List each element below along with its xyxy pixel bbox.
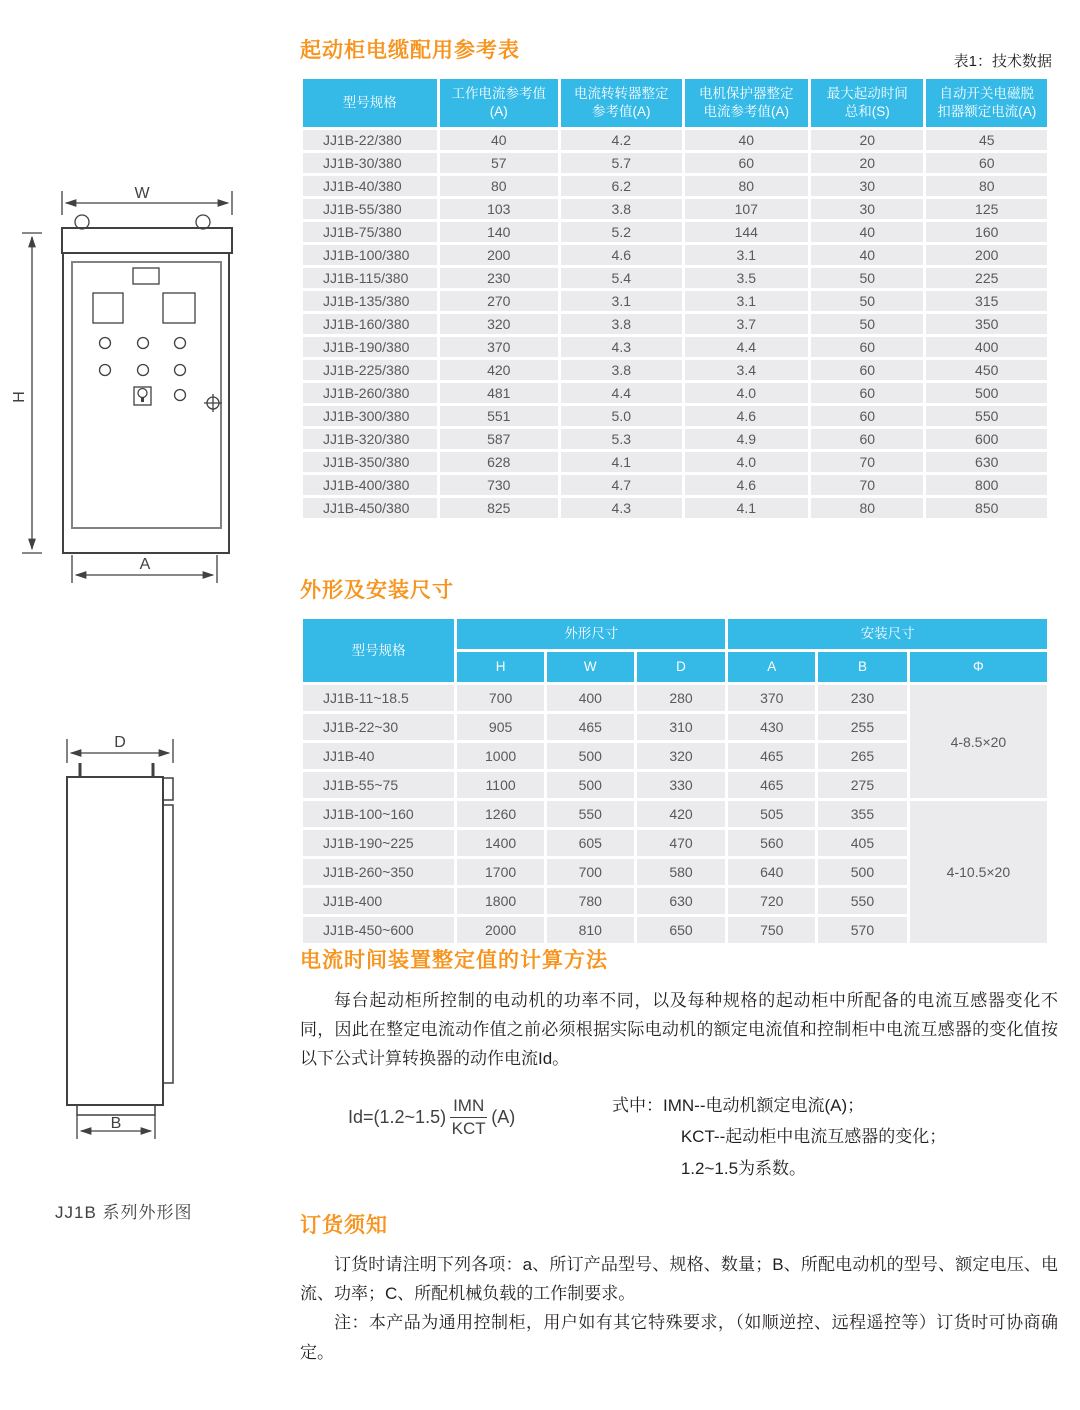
dimension-table-title: 外形及安装尺寸 bbox=[300, 579, 454, 602]
model-cell: JJ1B-260~350 bbox=[303, 859, 454, 885]
value-cell: 230 bbox=[818, 685, 907, 711]
value-cell: 320 bbox=[440, 314, 558, 334]
value-cell: 80 bbox=[685, 176, 809, 196]
value-cell: 3.4 bbox=[685, 360, 809, 380]
value-cell: 1700 bbox=[457, 859, 544, 885]
value-cell: 4.2 bbox=[561, 130, 681, 150]
formula-notes bbox=[612, 1090, 946, 1184]
value-cell: 4.0 bbox=[685, 452, 809, 472]
value-cell: 4.1 bbox=[561, 452, 681, 472]
value-cell: 103 bbox=[440, 199, 558, 219]
value-cell: 140 bbox=[440, 222, 558, 242]
table-row bbox=[303, 130, 1047, 150]
dimension-table-body bbox=[303, 685, 1047, 943]
dim-subheader-d: D bbox=[637, 652, 726, 682]
setting-current-formula bbox=[348, 1096, 515, 1139]
value-cell: 310 bbox=[637, 714, 726, 740]
value-cell: 40 bbox=[685, 130, 809, 150]
table-row bbox=[303, 291, 1047, 311]
value-cell: 4.4 bbox=[561, 383, 681, 403]
model-cell: JJ1B-160/380 bbox=[303, 314, 437, 334]
value-cell: 280 bbox=[637, 685, 726, 711]
value-cell: 4.3 bbox=[561, 498, 681, 518]
model-cell: JJ1B-100/380 bbox=[303, 245, 437, 265]
value-cell: 551 bbox=[440, 406, 558, 426]
value-cell: 500 bbox=[547, 772, 634, 798]
model-cell: JJ1B-400 bbox=[303, 888, 454, 914]
dim-header-install: 安装尺寸 bbox=[728, 619, 1047, 649]
model-cell: JJ1B-350/380 bbox=[303, 452, 437, 472]
table-row bbox=[303, 406, 1047, 426]
dim-subheader-a: A bbox=[728, 652, 815, 682]
value-cell: 50 bbox=[811, 314, 923, 334]
dim-label-d: D bbox=[114, 734, 126, 751]
value-cell: 1000 bbox=[457, 743, 544, 769]
table1-corner-label: 表1：技术数据 bbox=[953, 53, 1052, 70]
model-cell: JJ1B-11~18.5 bbox=[303, 685, 454, 711]
model-cell: JJ1B-55/380 bbox=[303, 199, 437, 219]
value-cell: 825 bbox=[440, 498, 558, 518]
value-cell: 50 bbox=[811, 268, 923, 288]
value-cell: 3.1 bbox=[561, 291, 681, 311]
value-cell: 810 bbox=[547, 917, 634, 943]
cable-header-col5: 自动开关电磁脱 扣器额定电流(A) bbox=[926, 79, 1047, 127]
value-cell: 160 bbox=[926, 222, 1047, 242]
table-row bbox=[303, 337, 1047, 357]
value-cell: 5.4 bbox=[561, 268, 681, 288]
value-cell: 350 bbox=[926, 314, 1047, 334]
value-cell: 4.9 bbox=[685, 429, 809, 449]
value-cell: 550 bbox=[547, 801, 634, 827]
value-cell: 45 bbox=[926, 130, 1047, 150]
value-cell: 700 bbox=[457, 685, 544, 711]
value-cell: 320 bbox=[637, 743, 726, 769]
value-cell: 650 bbox=[637, 917, 726, 943]
model-cell: JJ1B-115/380 bbox=[303, 268, 437, 288]
dimension-table-header bbox=[303, 619, 1047, 682]
value-cell: 20 bbox=[811, 153, 923, 173]
value-cell: 275 bbox=[818, 772, 907, 798]
value-cell: 5.7 bbox=[561, 153, 681, 173]
switch-knob bbox=[134, 387, 151, 405]
cable-table-header bbox=[303, 79, 1047, 127]
table-row bbox=[303, 176, 1047, 196]
cable-header-col2: 电流转转器整定 参考值(A) bbox=[561, 79, 681, 127]
formula-denominator: KCT bbox=[451, 1119, 486, 1138]
value-cell: 481 bbox=[440, 383, 558, 403]
value-cell: 905 bbox=[457, 714, 544, 740]
dim-header-model: 型号规格 bbox=[303, 619, 454, 682]
table-row bbox=[303, 199, 1047, 219]
value-cell: 400 bbox=[547, 685, 634, 711]
value-cell: 450 bbox=[926, 360, 1047, 380]
value-cell: 20 bbox=[811, 130, 923, 150]
value-cell: 750 bbox=[728, 917, 815, 943]
value-cell: 40 bbox=[440, 130, 558, 150]
value-cell: 70 bbox=[811, 475, 923, 495]
model-cell: JJ1B-450~600 bbox=[303, 917, 454, 943]
cabinet-side-view-drawing bbox=[30, 725, 230, 1145]
formula-note-line3: 1.2~1.5为系数。 bbox=[680, 1158, 807, 1178]
drawing-caption: JJ1B 系列外形图 bbox=[55, 1203, 193, 1222]
value-cell: 630 bbox=[637, 888, 726, 914]
value-cell: 4.4 bbox=[685, 337, 809, 357]
ordering-title: 订货须知 bbox=[300, 1214, 388, 1237]
value-cell: 225 bbox=[926, 268, 1047, 288]
value-cell: 600 bbox=[926, 429, 1047, 449]
value-cell: 1260 bbox=[457, 801, 544, 827]
dim-subheader-b: B bbox=[818, 652, 907, 682]
dim-label-a: A bbox=[139, 556, 151, 573]
value-cell: 200 bbox=[926, 245, 1047, 265]
cable-header-col0: 型号规格 bbox=[303, 79, 437, 127]
model-cell: JJ1B-190~225 bbox=[303, 830, 454, 856]
value-cell: 30 bbox=[811, 199, 923, 219]
dim-subheader-phi: Φ bbox=[910, 652, 1047, 682]
table-row bbox=[303, 685, 1047, 711]
model-cell: JJ1B-260/380 bbox=[303, 383, 437, 403]
value-cell: 400 bbox=[926, 337, 1047, 357]
value-cell: 144 bbox=[685, 222, 809, 242]
value-cell: 5.0 bbox=[561, 406, 681, 426]
value-cell: 200 bbox=[440, 245, 558, 265]
door-lock-icon bbox=[204, 394, 222, 412]
value-cell: 405 bbox=[818, 830, 907, 856]
dim-subheader-h: H bbox=[457, 652, 544, 682]
calc-method-paragraph bbox=[300, 986, 1058, 1074]
value-cell: 5.3 bbox=[561, 429, 681, 449]
value-cell: 1400 bbox=[457, 830, 544, 856]
value-cell: 50 bbox=[811, 291, 923, 311]
value-cell: 80 bbox=[926, 176, 1047, 196]
value-cell: 500 bbox=[547, 743, 634, 769]
value-cell: 3.8 bbox=[561, 360, 681, 380]
cable-header-col1: 工作电流参考值 (A) bbox=[440, 79, 558, 127]
cable-table-title: 起动柜电缆配用参考表 bbox=[300, 39, 520, 62]
value-cell: 3.1 bbox=[685, 291, 809, 311]
table-row bbox=[303, 245, 1047, 265]
value-cell: 500 bbox=[818, 859, 907, 885]
model-cell: JJ1B-400/380 bbox=[303, 475, 437, 495]
model-cell: JJ1B-190/380 bbox=[303, 337, 437, 357]
value-cell: 465 bbox=[547, 714, 634, 740]
formula-note-line1: 式中：IMN--电动机额定电流(A)； bbox=[612, 1096, 865, 1115]
dim-subheader-w: W bbox=[547, 652, 634, 682]
value-cell: 60 bbox=[926, 153, 1047, 173]
value-cell: 265 bbox=[818, 743, 907, 769]
value-cell: 60 bbox=[811, 429, 923, 449]
value-cell: 570 bbox=[818, 917, 907, 943]
model-cell: JJ1B-40 bbox=[303, 743, 454, 769]
value-cell: 3.8 bbox=[561, 199, 681, 219]
value-cell: 270 bbox=[440, 291, 558, 311]
value-cell: 420 bbox=[440, 360, 558, 380]
value-cell: 230 bbox=[440, 268, 558, 288]
calc-paragraph-text: 每台起动柜所控制的电动机的功率不同，以及每种规格的起动柜中所配备的电流互感器变化不同，因此在整定电流动作值之前必须根据实际电动机的额定电流值和控制柜中电流互感器的变化值按以下公式计算转换器的动作电流Id。 bbox=[300, 991, 1058, 1069]
formula-numerator: IMN bbox=[450, 1096, 487, 1118]
value-cell: 550 bbox=[818, 888, 907, 914]
table-row bbox=[303, 360, 1047, 380]
model-cell: JJ1B-22~30 bbox=[303, 714, 454, 740]
value-cell: 40 bbox=[811, 245, 923, 265]
value-cell: 3.5 bbox=[685, 268, 809, 288]
value-cell: 630 bbox=[926, 452, 1047, 472]
value-cell: 40 bbox=[811, 222, 923, 242]
ordering-paragraph-1: 订货时请注明下列各项：a、所订产品型号、规格、数量；B、所配电动机的型号、额定电压、电流、功率；C、所配机械负载的工作制要求。 bbox=[300, 1255, 1058, 1304]
value-cell: 640 bbox=[728, 859, 815, 885]
value-cell: 470 bbox=[637, 830, 726, 856]
value-cell: 60 bbox=[811, 406, 923, 426]
value-cell: 1100 bbox=[457, 772, 544, 798]
ordering-paragraphs bbox=[300, 1250, 1058, 1367]
value-cell: 420 bbox=[637, 801, 726, 827]
value-cell: 4.6 bbox=[685, 475, 809, 495]
formula-lhs: Id=(1.2~1.5) bbox=[348, 1107, 447, 1127]
model-cell: JJ1B-225/380 bbox=[303, 360, 437, 380]
table-row bbox=[303, 801, 1047, 827]
value-cell: 465 bbox=[728, 772, 815, 798]
value-cell: 780 bbox=[547, 888, 634, 914]
value-cell: 60 bbox=[811, 337, 923, 357]
value-cell: 850 bbox=[926, 498, 1047, 518]
meter-square-right bbox=[163, 293, 195, 323]
value-cell: 587 bbox=[440, 429, 558, 449]
phi-merged-cell: 4-8.5×20 bbox=[910, 685, 1047, 798]
model-cell: JJ1B-450/380 bbox=[303, 498, 437, 518]
calc-method-title: 电流时间装置整定值的计算方法 bbox=[300, 949, 608, 972]
value-cell: 505 bbox=[728, 801, 815, 827]
value-cell: 80 bbox=[440, 176, 558, 196]
value-cell: 57 bbox=[440, 153, 558, 173]
table-row bbox=[303, 153, 1047, 173]
value-cell: 4.1 bbox=[685, 498, 809, 518]
value-cell: 30 bbox=[811, 176, 923, 196]
table-row bbox=[303, 452, 1047, 472]
cable-table-body bbox=[303, 130, 1047, 518]
value-cell: 315 bbox=[926, 291, 1047, 311]
value-cell: 500 bbox=[926, 383, 1047, 403]
value-cell: 355 bbox=[818, 801, 907, 827]
value-cell: 700 bbox=[547, 859, 634, 885]
value-cell: 550 bbox=[926, 406, 1047, 426]
meter-square-left bbox=[93, 293, 123, 323]
table-row bbox=[303, 498, 1047, 518]
value-cell: 370 bbox=[440, 337, 558, 357]
value-cell: 80 bbox=[811, 498, 923, 518]
value-cell: 60 bbox=[811, 360, 923, 380]
table-row bbox=[303, 475, 1047, 495]
dim-header-outline: 外形尺寸 bbox=[457, 619, 725, 649]
value-cell: 1800 bbox=[457, 888, 544, 914]
value-cell: 4.3 bbox=[561, 337, 681, 357]
value-cell: 605 bbox=[547, 830, 634, 856]
table-row bbox=[303, 383, 1047, 403]
table-row bbox=[303, 429, 1047, 449]
value-cell: 60 bbox=[811, 383, 923, 403]
model-cell: JJ1B-40/380 bbox=[303, 176, 437, 196]
value-cell: 465 bbox=[728, 743, 815, 769]
value-cell: 730 bbox=[440, 475, 558, 495]
value-cell: 107 bbox=[685, 199, 809, 219]
phi-merged-cell: 4-10.5×20 bbox=[910, 801, 1047, 943]
value-cell: 255 bbox=[818, 714, 907, 740]
dimension-table bbox=[300, 616, 1050, 946]
table-row bbox=[303, 268, 1047, 288]
formula-fraction bbox=[450, 1096, 487, 1139]
value-cell: 125 bbox=[926, 199, 1047, 219]
model-cell: JJ1B-55~75 bbox=[303, 772, 454, 798]
value-cell: 3.1 bbox=[685, 245, 809, 265]
model-cell: JJ1B-300/380 bbox=[303, 406, 437, 426]
value-cell: 4.0 bbox=[685, 383, 809, 403]
formula-note-line2: KCT--起动柜中电流互感器的变化； bbox=[680, 1127, 947, 1147]
value-cell: 4.6 bbox=[685, 406, 809, 426]
model-cell: JJ1B-320/380 bbox=[303, 429, 437, 449]
value-cell: 580 bbox=[637, 859, 726, 885]
value-cell: 370 bbox=[728, 685, 815, 711]
table-row bbox=[303, 222, 1047, 242]
value-cell: 3.8 bbox=[561, 314, 681, 334]
model-cell: JJ1B-100~160 bbox=[303, 801, 454, 827]
value-cell: 330 bbox=[637, 772, 726, 798]
value-cell: 800 bbox=[926, 475, 1047, 495]
value-cell: 430 bbox=[728, 714, 815, 740]
value-cell: 628 bbox=[440, 452, 558, 472]
dim-label-w: W bbox=[134, 185, 150, 202]
ordering-paragraph-2: 注：本产品为通用控制柜，用户如有其它特殊要求，（如顺逆控、远程遥控等）订货时可协商确定。 bbox=[300, 1313, 1058, 1362]
cable-reference-table bbox=[300, 76, 1050, 521]
value-cell: 70 bbox=[811, 452, 923, 472]
table-row bbox=[303, 314, 1047, 334]
cable-header-col3: 电机保护器整定 电流参考值(A) bbox=[685, 79, 809, 127]
dim-label-h: H bbox=[11, 391, 28, 403]
value-cell: 4.6 bbox=[561, 245, 681, 265]
model-cell: JJ1B-22/380 bbox=[303, 130, 437, 150]
model-cell: JJ1B-135/380 bbox=[303, 291, 437, 311]
cable-header-col4: 最大起动时间 总和(S) bbox=[811, 79, 923, 127]
value-cell: 720 bbox=[728, 888, 815, 914]
value-cell: 5.2 bbox=[561, 222, 681, 242]
model-cell: JJ1B-30/380 bbox=[303, 153, 437, 173]
value-cell: 4.7 bbox=[561, 475, 681, 495]
dim-label-b: B bbox=[110, 1115, 122, 1132]
value-cell: 560 bbox=[728, 830, 815, 856]
value-cell: 60 bbox=[685, 153, 809, 173]
value-cell: 2000 bbox=[457, 917, 544, 943]
formula-unit: (A) bbox=[491, 1107, 516, 1127]
cabinet-front-view-drawing bbox=[10, 183, 280, 588]
model-cell: JJ1B-75/380 bbox=[303, 222, 437, 242]
value-cell: 3.7 bbox=[685, 314, 809, 334]
value-cell: 6.2 bbox=[561, 176, 681, 196]
